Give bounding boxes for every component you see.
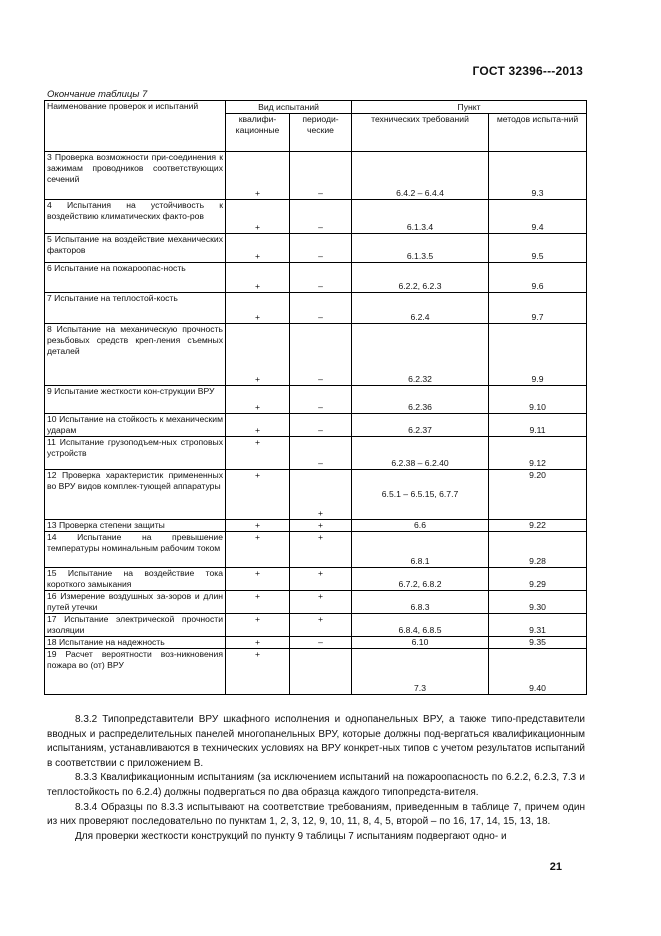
page-number: 21 [549,861,562,873]
tech-requirements-ref: 6.1.3.5 [352,234,489,263]
table-row [45,614,587,637]
tech-requirements-ref: 6.10 [352,637,489,649]
table-row [45,152,587,200]
test-method-ref: 9.29 [489,568,587,591]
table-body [45,152,587,695]
periodic-mark: + [290,520,352,532]
periodic-mark: + [290,568,352,591]
row-name: 14 Испытание на превышение температуры номинальным рабочим током [45,532,226,568]
periodic-mark: – [290,234,352,263]
row-name: 5 Испытание на воздействие механических факторов [45,234,226,263]
periodic-mark: – [290,414,352,437]
qualification-mark: + [226,520,290,532]
qualification-mark: + [226,470,290,520]
paragraph: 8.3.3 Квалификационным испытаниям (за исключением испытаний на пожароопасность по 6.2.2, 6.2.3, 7.3 и теплостойкость по 6.2.4) должны подвергаться по два образца каждого типопредста-вителя. [47,772,585,798]
row-name: 4 Испытания на устойчивость к воздействию климатических факто-ров [45,200,226,234]
tech-requirements-ref: 6.4.2 – 6.4.4 [352,152,489,200]
test-method-ref: 9.11 [489,414,587,437]
row-name: 10 Испытание на стойкость к механическим ударам [45,414,226,437]
test-method-ref: 9.31 [489,614,587,637]
test-method-ref: 9.35 [489,637,587,649]
tests-table [44,100,587,695]
table-row [45,637,587,649]
qualification-mark: + [226,293,290,324]
periodic-mark [290,649,352,695]
test-method-ref: 9.22 [489,520,587,532]
row-name: 16 Измерение воздушных за-зоров и длин путей утечки [45,591,226,614]
qualification-mark: + [226,437,290,470]
table-caption: Окончание таблицы 7 [47,89,148,100]
test-method-ref: 9.20 [489,470,587,520]
test-method-ref: 9.12 [489,437,587,470]
table-row [45,649,587,695]
periodic-mark: – [290,324,352,386]
tech-requirements-ref: 6.6 [352,520,489,532]
tech-requirements-ref: 6.2.4 [352,293,489,324]
qualification-mark: + [226,324,290,386]
periodic-mark: – [290,437,352,470]
tech-requirements-ref: 6.8.3 [352,591,489,614]
tech-requirements-ref: 6.8.4, 6.8.5 [352,614,489,637]
periodic-mark: + [290,470,352,520]
group-header-test-kind: Вид испытаний [226,101,352,114]
qualification-mark: + [226,614,290,637]
document-code: ГОСТ 32396---2013 [472,64,583,78]
qualification-mark: + [226,649,290,695]
paragraph: 8.3.2 Типопредставители ВРУ шкафного исполнения и однопанельных ВРУ, а также типо-представители вводных и распределительных панелей многопанельных ВРУ, которые должны под-вергаться квалификационным испытаниям, устанавливаются в технических условиях на ВРУ конкрет-ных типов с учетом результатов испытаний в соответствии с приложением В. [47,714,585,769]
row-name: 17 Испытание электрической прочности изоляции [45,614,226,637]
periodic-mark: – [290,263,352,293]
row-name: 13 Проверка степени защиты [45,520,226,532]
row-name: 18 Испытание на надежность [45,637,226,649]
table-row [45,532,587,568]
qualification-mark: + [226,568,290,591]
paragraph: Для проверки жесткости конструкций по пункту 9 таблицы 7 испытаниям подвергают одно- и [75,830,507,842]
column-header-qualification: квалифи-кационные [226,114,290,152]
table-row [45,520,587,532]
qualification-mark: + [226,234,290,263]
column-header-tech-requirements: технических требований [352,114,489,152]
row-name: 11 Испытание грузоподъем-ных строповых устройств [45,437,226,470]
table-row [45,568,587,591]
table-row [45,293,587,324]
table-row [45,386,587,414]
periodic-mark: – [290,293,352,324]
column-header-periodic: периоди-ческие [290,114,352,152]
tech-requirements-ref: 6.5.1 – 6.5.15, 6.7.7 [352,470,489,520]
test-method-ref: 9.7 [489,293,587,324]
tech-requirements-ref: 6.2.38 – 6.2.40 [352,437,489,470]
periodic-mark: + [290,532,352,568]
row-name: 3 Проверка возможности при-соединения к зажимам проводников соответствующих сечений [45,152,226,200]
row-name: 12 Проверка характеристик примененных во ВРУ видов комплек-тующей аппаратуры [45,470,226,520]
column-header-test-methods: методов испыта-ний [489,114,587,152]
tech-requirements-ref: 6.2.2, 6.2.3 [352,263,489,293]
row-name: 8 Испытание на механическую прочность резьбовых средств креп-ления съемных деталей [45,324,226,386]
qualification-mark: + [226,637,290,649]
paragraph: 8.3.4 Образцы по 8.3.3 испытывают на соответствие требованиям, приведенным в таблице 7, причем один из них проверяют последовательно по пунктам 1, 2, 3, 12, 9, 10, 11, 8, 4, 5, второй – по 16, 17, 14, 15, 13, 18. [47,801,585,828]
qualification-mark: + [226,414,290,437]
periodic-mark: – [290,637,352,649]
qualification-mark: + [226,386,290,414]
column-header-name: Наименование проверок и испытаний [45,101,226,152]
table-row [45,263,587,293]
qualification-mark: + [226,200,290,234]
test-method-ref: 9.5 [489,234,587,263]
tech-requirements-ref: 6.2.36 [352,386,489,414]
test-method-ref: 9.6 [489,263,587,293]
table-row [45,591,587,614]
periodic-mark: – [290,152,352,200]
test-method-ref: 9.3 [489,152,587,200]
tech-requirements-ref: 6.8.1 [352,532,489,568]
periodic-mark: + [290,591,352,614]
tech-requirements-ref: 7.3 [352,649,489,695]
test-method-ref: 9.9 [489,324,587,386]
row-name: 7 Испытание на теплостой-кость [45,293,226,324]
test-method-ref: 9.28 [489,532,587,568]
periodic-mark: – [290,200,352,234]
table-row [45,470,587,520]
test-method-ref: 9.10 [489,386,587,414]
periodic-mark: – [290,386,352,414]
qualification-mark: + [226,591,290,614]
test-method-ref: 9.30 [489,591,587,614]
tech-requirements-ref: 6.7.2, 6.8.2 [352,568,489,591]
table-row [45,324,587,386]
tech-requirements-ref: 6.2.32 [352,324,489,386]
tech-requirements-ref: 6.1.3.4 [352,200,489,234]
row-name: 15 Испытание на воздействие тока короткого замыкания [45,568,226,591]
table-row [45,437,587,470]
group-header-point: Пункт [352,101,587,114]
table-row [45,200,587,234]
row-name: 6 Испытание на пожароопас-ность [45,263,226,293]
test-method-ref: 9.4 [489,200,587,234]
row-name: 9 Испытание жесткости кон-струкции ВРУ [45,386,226,414]
qualification-mark: + [226,532,290,568]
row-name: 19 Расчет вероятности воз-никновения пожара во (от) ВРУ [45,649,226,695]
qualification-mark: + [226,263,290,293]
test-method-ref: 9.40 [489,649,587,695]
periodic-mark: + [290,614,352,637]
table-row [45,234,587,263]
table-row [45,414,587,437]
tech-requirements-ref: 6.2.37 [352,414,489,437]
body-text [47,713,585,844]
qualification-mark: + [226,152,290,200]
